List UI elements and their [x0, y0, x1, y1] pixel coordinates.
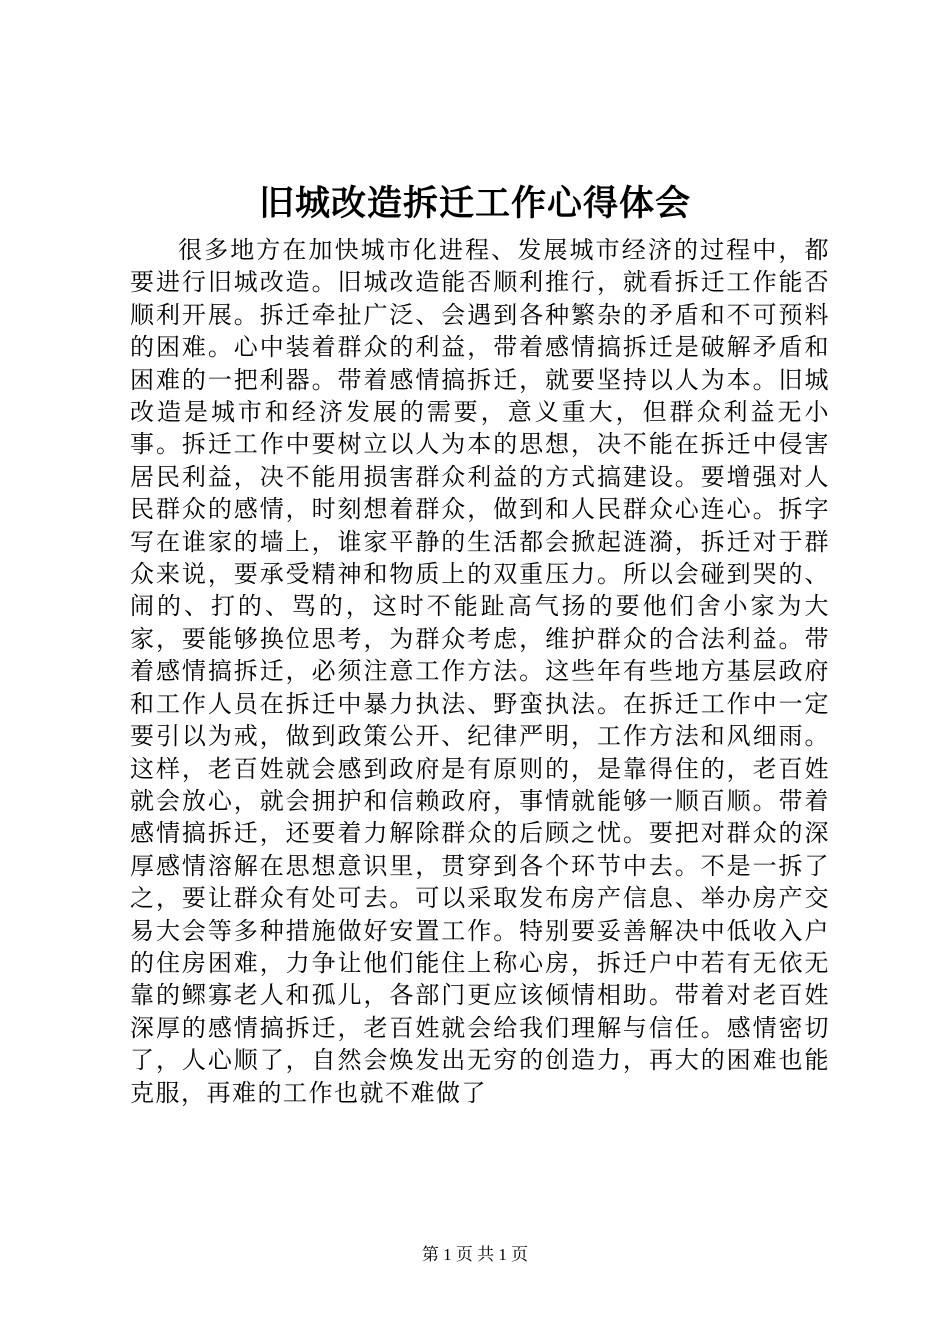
- body-paragraph: 很多地方在加快城市化进程、发展城市经济的过程中，都要进行旧城改造。旧城改造能否顺利推行，就看拆迁工作能否顺利开展。拆迁牵扯广泛、会遇到各种繁杂的矛盾和不可预料的困难。心中装着群众的利益，带着感情搞拆迁是破解矛盾和困难的一把利器。带着感情搞拆迁，就要坚持以人为本。旧城改造是城市和经济发展的需要，意义重大，但群众利益无小事。拆迁工作中要树立以人为本的思想，决不能在拆迁中侵害居民利益，决不能用损害群众利益的方式搞建设。要增强对人民群众的感情，时刻想着群众，做到和人民群众心连心。拆字写在谁家的墙上，谁家平静的生活都会掀起涟漪，拆迁对于群众来说，要承受精神和物质上的双重压力。所以会碰到哭的、闹的、打的、骂的，这时不能趾高气扬的要他们舍小家为大家，要能够换位思考，为群众考虑，维护群众的合法利益。带着感情搞拆迁，必须注意工作方法。这些年有些地方基层政府和工作人员在拆迁中暴力执法、野蛮执法。在拆迁工作中一定要引以为戒，做到政策公开、纪律严明，工作方法和风细雨。这样，老百姓就会感到政府是有原则的，是靠得住的，老百姓就会放心，就会拥护和信赖政府，事情就能够一顺百顺。带着感情搞拆迁，还要着力解除群众的后顾之忧。要把对群众的深厚感情溶解在思想意识里，贯穿到各个环节中去。不是一拆了之，要让群众有处可去。可以采取发布房产信息、举办房产交易大会等多种措施做好安置工作。特别要妥善解决中低收入户的住房困难，力争让他们能住上称心房，拆迁户中若有无依无靠的鳏寡老人和孤儿，各部门更应该倾情相助。带着对老百姓深厚的感情搞拆迁，老百姓就会给我们理解与信任。感情密切了，人心顺了，自然会焕发出无穷的创造力，再大的困难也能克服，再难的工作也就不难做了: [130, 236, 830, 1107]
- document-title: 旧城改造拆迁工作心得体会: [258, 183, 691, 224]
- page-number-footer: 第 1 页 共 1 页: [421, 1245, 529, 1264]
